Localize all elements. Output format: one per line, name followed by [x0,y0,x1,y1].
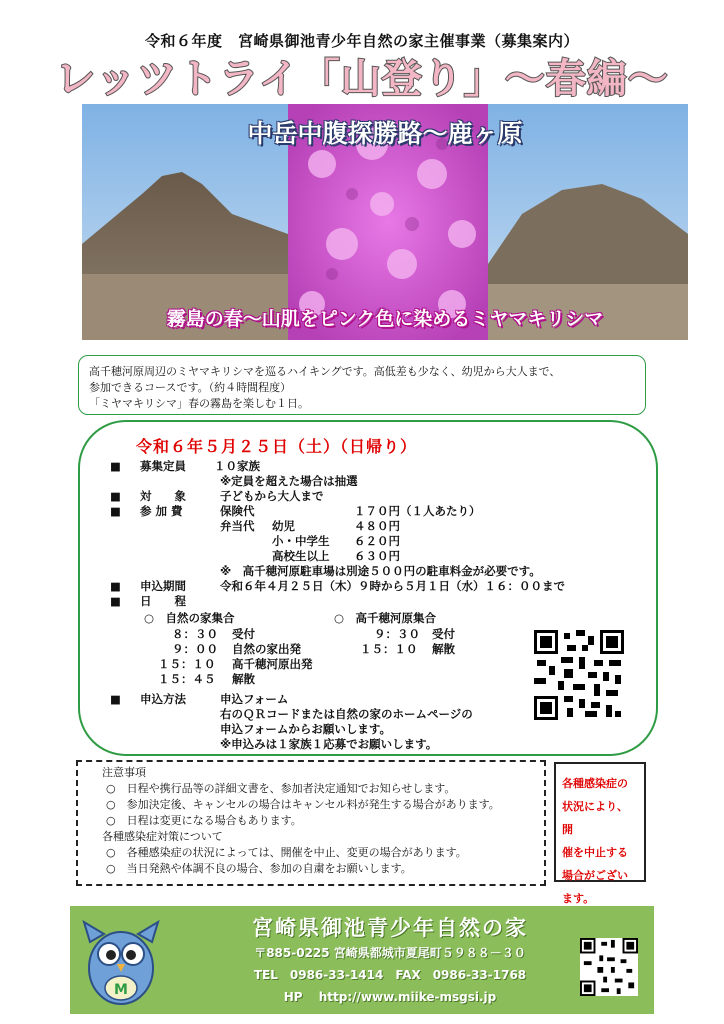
footer-phone: TEL 0986-33-1414 FAX 0986-33-1768 [253,968,527,982]
fee-insurance-label: 保険代 [220,504,255,518]
fee-lunch-category: 高校生以上 [272,549,330,563]
notice-title: 注意事項 [102,766,146,779]
bullet: ■ [110,692,121,706]
warning-box [554,762,646,905]
method-line: 右のＱＲコードまたは自然の家のホームページの [220,707,473,721]
schedule-b-time: １５：１０ [360,642,418,656]
method-line: 申込フォームからお願いします。 [220,722,392,736]
description-line: 「ミヤマキリシマ」春の霧島を楽しむ１日。 [89,397,309,410]
bullet: ■ [110,594,121,608]
warning-line: 状況により、開 [562,800,628,836]
schedule-a-time: ９：００ [172,642,218,656]
bullet: ■ [110,579,121,593]
footer-organization-name: 宮崎県御池青少年自然の家 [252,916,528,940]
warning-line: 場合がござい [562,869,628,882]
fee-lunch-price: ４８０円 [354,519,400,533]
fee-label: 参 加 費 [140,504,183,518]
main-title-text: レッツトライ「山登り」〜春編〜 [55,56,669,102]
notice-item: ○ 参加決定後、キャンセルの場合はキャンセル料が発生する場合があります。 [106,798,500,811]
warning-line: ます。 [562,892,595,905]
capacity-value: １０家族 [214,459,260,473]
fee-lunch-category: 小・中学生 [272,534,330,548]
notice-item: ○ 日程は変更になる場合もあります。 [106,814,302,827]
fee-lunch-price: ６３０円 [354,549,400,563]
fee-lunch-price: ６２０円 [354,534,400,548]
description-box [78,355,646,415]
schedule-a-time: １５：４５ [158,672,216,686]
event-date: 令和６年５月２５日（土）（日帰り） [136,437,418,456]
bullet: ■ [110,504,121,518]
schedule-a-text: 高千穂河原出発 [232,657,313,671]
schedule-a-text: 受付 [232,627,255,641]
schedule-label: 日 程 [140,594,186,608]
footer-homepage-link[interactable]: HP http://www.miike-msgsi.jp [283,990,497,1004]
fee-note: ※ 高千穂河原駐車場は別途５００円の駐車料金が必要です。 [220,564,541,578]
covid-item: ○ 当日発熱や体調不良の場合、参加の自粛をお願いします。 [106,862,412,875]
covid-item: ○ 各種感染症の状況によっては、開催を中止、変更の場合があります。 [106,846,467,859]
schedule-b-text: 解散 [432,642,455,656]
schedule-a-time: ８：３０ [172,627,218,641]
warning-line: 各種感染症の [562,777,628,790]
capacity-note: ※定員を超えた場合は抽選 [220,474,358,488]
description-line: 参加できるコースです。（約４時間程度） [89,381,292,394]
homepage-qr-code[interactable] [580,938,638,996]
svg-text:M: M [114,982,128,998]
notice-item: ○ 日程や携行品等の詳細文書を、参加者決定通知でお知らせします。 [106,782,456,795]
target-label: 対 象 [140,489,186,503]
fee-insurance-value: １７０円（１人あたり） [354,504,481,518]
covid-title: 各種感染症対策について [102,830,223,843]
method-line: 申込フォーム [220,692,289,706]
bullet: ■ [110,489,121,503]
photo-subtitle: 中岳中腹探勝路〜鹿ヶ原 [247,119,523,148]
header-text: 令和６年度 宮崎県御池青少年自然の家主催事業（募集案内） [144,32,579,50]
schedule-a-title: ○ 自然の家集合 [144,611,235,625]
method-label: 申込方法 [140,692,186,706]
method-line: ※申込みは１家族１応募でお願いします。 [220,737,438,751]
capacity-label: 募集定員 [140,459,186,473]
period-label: 申込期間 [140,579,186,593]
bullet: ■ [110,459,121,473]
fee-lunch-label: 弁当代 [220,519,255,533]
schedule-a-time: １５：１０ [158,657,216,671]
main-title [0,48,724,108]
owl-mascot-icon [80,912,162,1008]
warning-line: 催を中止する [562,846,628,859]
schedule-a-text: 解散 [232,672,255,686]
target-value: 子どもから大人まで [220,489,324,503]
description-line: 高千穂河原周辺のミヤマキリシマを巡るハイキングです。高低差も少なく、幼児から大人まで、 [89,365,561,378]
schedule-b-text: 受付 [432,627,455,641]
schedule-b-title: ○ 高千穂河原集合 [334,611,437,625]
application-qr-code[interactable] [534,630,624,720]
fee-lunch-category: 幼児 [272,519,295,533]
footer-address: 〒885-0225 宮崎県都城市夏尾町５９８８－３０ [254,946,526,960]
period-value: 令和６年４月２５日（木）９時から５月１日（水）１６：００まで [220,579,565,593]
schedule-b-time: ９：３０ [374,627,420,641]
schedule-a-text: 自然の家出発 [232,642,301,656]
photo-caption: 霧島の春〜山肌をピンク色に染めるミヤマキリシマ [166,308,604,330]
